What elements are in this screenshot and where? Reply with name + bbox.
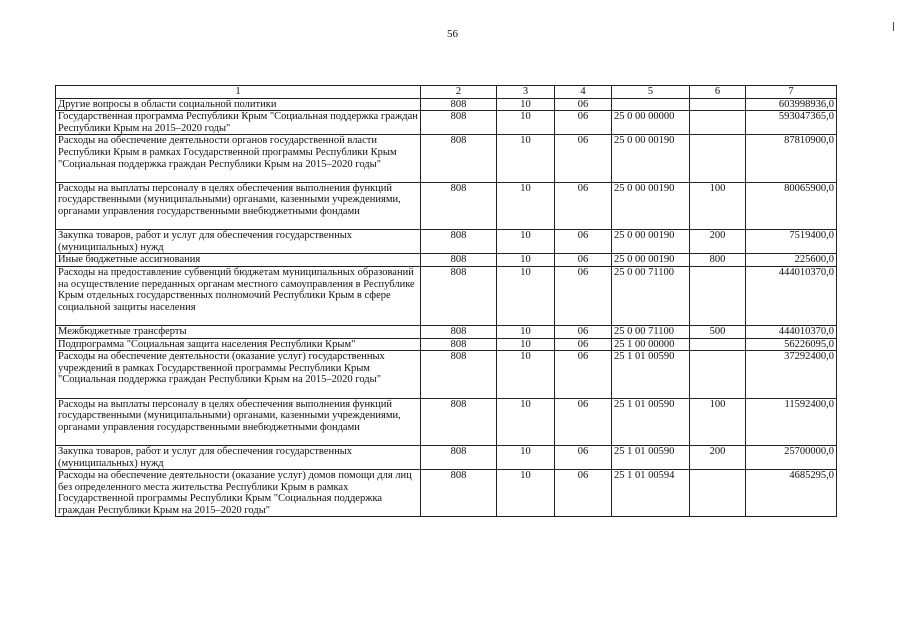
row-section: 10 bbox=[497, 254, 555, 267]
table-row bbox=[56, 445, 837, 469]
row-grbs: 808 bbox=[421, 254, 497, 267]
row-name: Иные бюджетные ассигнования bbox=[56, 254, 421, 267]
row-expense-type bbox=[690, 470, 746, 517]
row-name: Подпрограмма "Социальная защита населения Республики Крым" bbox=[56, 338, 421, 351]
row-subsection: 06 bbox=[555, 398, 612, 445]
row-expense-type: 200 bbox=[690, 445, 746, 469]
row-grbs: 808 bbox=[421, 230, 497, 254]
row-section: 10 bbox=[497, 338, 555, 351]
row-subsection: 06 bbox=[555, 325, 612, 338]
row-target-article: 25 1 01 00590 bbox=[612, 445, 690, 469]
table-row bbox=[56, 351, 837, 398]
row-subsection: 06 bbox=[555, 266, 612, 325]
row-target-article: 25 1 01 00590 bbox=[612, 351, 690, 398]
row-grbs: 808 bbox=[421, 325, 497, 338]
row-target-article: 25 0 00 00190 bbox=[612, 254, 690, 267]
table-row bbox=[56, 98, 837, 111]
row-section: 10 bbox=[497, 182, 555, 229]
row-grbs: 808 bbox=[421, 266, 497, 325]
row-name: Государственная программа Республики Крым "Социальная поддержка граждан Республики Крым на 2015–2020 годы" bbox=[56, 111, 421, 135]
row-name: Закупка товаров, работ и услуг для обеспечения государственных (муниципальных) нужд bbox=[56, 445, 421, 469]
row-name: Расходы на обеспечение деятельности (оказание услуг) домов помощи для лиц без определенного места жительства Республики Крым в рамках Государственной программы Республики Крым "Социальная поддержка граждан Республики Крым на 2015–2020 годы" bbox=[56, 470, 421, 517]
row-amount: 444010370,0 bbox=[746, 325, 837, 338]
row-name: Расходы на обеспечение деятельности (оказание услуг) государственных учреждений в рамках Государственной программы Республики Крым "Социальная поддержка граждан Республики Крым на 2015–2020 годы" bbox=[56, 351, 421, 398]
table-row bbox=[56, 135, 837, 182]
table-row bbox=[56, 111, 837, 135]
row-subsection: 06 bbox=[555, 338, 612, 351]
table-row bbox=[56, 338, 837, 351]
row-amount: 80065900,0 bbox=[746, 182, 837, 229]
row-section: 10 bbox=[497, 351, 555, 398]
row-amount: 7519400,0 bbox=[746, 230, 837, 254]
budget-table bbox=[55, 85, 837, 517]
row-expense-type bbox=[690, 98, 746, 111]
row-name: Расходы на обеспечение деятельности органов государственной власти Республики Крым в рамках Государственной программы Республики Крым "Социальная поддержка граждан Республики Крым на 2015–2020 годы" bbox=[56, 135, 421, 182]
row-grbs: 808 bbox=[421, 135, 497, 182]
row-section: 10 bbox=[497, 111, 555, 135]
table-row bbox=[56, 470, 837, 517]
row-target-article: 25 0 00 00000 bbox=[612, 111, 690, 135]
row-subsection: 06 bbox=[555, 351, 612, 398]
row-target-article: 25 0 00 00190 bbox=[612, 182, 690, 229]
table-header-row bbox=[56, 86, 837, 99]
row-amount: 603998936,0 bbox=[746, 98, 837, 111]
row-target-article bbox=[612, 98, 690, 111]
row-grbs: 808 bbox=[421, 182, 497, 229]
column-header: 6 bbox=[690, 86, 746, 99]
row-subsection: 06 bbox=[555, 111, 612, 135]
row-expense-type bbox=[690, 111, 746, 135]
row-target-article: 25 0 00 00190 bbox=[612, 230, 690, 254]
row-expense-type: 800 bbox=[690, 254, 746, 267]
row-subsection: 06 bbox=[555, 135, 612, 182]
row-amount: 444010370,0 bbox=[746, 266, 837, 325]
column-header: 4 bbox=[555, 86, 612, 99]
row-grbs: 808 bbox=[421, 470, 497, 517]
row-target-article: 25 1 01 00590 bbox=[612, 398, 690, 445]
table-body bbox=[56, 86, 837, 517]
row-name: Другие вопросы в области социальной политики bbox=[56, 98, 421, 111]
row-subsection: 06 bbox=[555, 445, 612, 469]
row-expense-type bbox=[690, 135, 746, 182]
row-name: Расходы на выплаты персоналу в целях обеспечения выполнения функций государственными (муниципальными) органами, казенными учреждениями, органами управления государственными внебюджетными фондами bbox=[56, 182, 421, 229]
column-header: 1 bbox=[56, 86, 421, 99]
table-row bbox=[56, 325, 837, 338]
row-amount: 37292400,0 bbox=[746, 351, 837, 398]
row-grbs: 808 bbox=[421, 445, 497, 469]
row-expense-type bbox=[690, 351, 746, 398]
row-expense-type: 100 bbox=[690, 398, 746, 445]
row-section: 10 bbox=[497, 445, 555, 469]
row-amount: 25700000,0 bbox=[746, 445, 837, 469]
column-header: 3 bbox=[497, 86, 555, 99]
row-grbs: 808 bbox=[421, 111, 497, 135]
row-target-article: 25 1 01 00594 bbox=[612, 470, 690, 517]
row-amount: 87810900,0 bbox=[746, 135, 837, 182]
row-expense-type bbox=[690, 266, 746, 325]
row-expense-type: 500 bbox=[690, 325, 746, 338]
row-name: Закупка товаров, работ и услуг для обеспечения государственных (муниципальных) нужд bbox=[56, 230, 421, 254]
column-header: 5 bbox=[612, 86, 690, 99]
row-amount: 4685295,0 bbox=[746, 470, 837, 517]
row-target-article: 25 0 00 71100 bbox=[612, 325, 690, 338]
row-subsection: 06 bbox=[555, 182, 612, 229]
row-amount: 56226095,0 bbox=[746, 338, 837, 351]
row-grbs: 808 bbox=[421, 98, 497, 111]
row-target-article: 25 0 00 71100 bbox=[612, 266, 690, 325]
row-subsection: 06 bbox=[555, 470, 612, 517]
row-amount: 593047365,0 bbox=[746, 111, 837, 135]
row-grbs: 808 bbox=[421, 398, 497, 445]
row-amount: 225600,0 bbox=[746, 254, 837, 267]
row-subsection: 06 bbox=[555, 230, 612, 254]
row-grbs: 808 bbox=[421, 351, 497, 398]
row-section: 10 bbox=[497, 98, 555, 111]
table-row bbox=[56, 182, 837, 229]
table-row bbox=[56, 254, 837, 267]
row-section: 10 bbox=[497, 470, 555, 517]
column-header: 7 bbox=[746, 86, 837, 99]
row-name: Расходы на выплаты персоналу в целях обеспечения выполнения функций государственными (муниципальными) органами, казенными учреждениями, органами управления государственными внебюджетными фондами bbox=[56, 398, 421, 445]
row-section: 10 bbox=[497, 135, 555, 182]
row-name: Межбюджетные трансферты bbox=[56, 325, 421, 338]
scan-edge-mark bbox=[893, 22, 894, 31]
row-section: 10 bbox=[497, 398, 555, 445]
table-row bbox=[56, 230, 837, 254]
row-expense-type bbox=[690, 338, 746, 351]
row-subsection: 06 bbox=[555, 254, 612, 267]
row-name: Расходы на предоставление субвенций бюджетам муниципальных образований на осуществление переданных органам местного самоуправления в Республике Крым отдельных государственных полномочий Республики Крым в сфере социальной защиты населения bbox=[56, 266, 421, 325]
row-expense-type: 200 bbox=[690, 230, 746, 254]
row-target-article: 25 0 00 00190 bbox=[612, 135, 690, 182]
row-section: 10 bbox=[497, 266, 555, 325]
row-section: 10 bbox=[497, 325, 555, 338]
row-amount: 11592400,0 bbox=[746, 398, 837, 445]
row-target-article: 25 1 00 00000 bbox=[612, 338, 690, 351]
page-number: 56 bbox=[447, 28, 458, 40]
column-header: 2 bbox=[421, 86, 497, 99]
row-grbs: 808 bbox=[421, 338, 497, 351]
row-expense-type: 100 bbox=[690, 182, 746, 229]
table-row bbox=[56, 398, 837, 445]
row-subsection: 06 bbox=[555, 98, 612, 111]
table-row bbox=[56, 266, 837, 325]
row-section: 10 bbox=[497, 230, 555, 254]
